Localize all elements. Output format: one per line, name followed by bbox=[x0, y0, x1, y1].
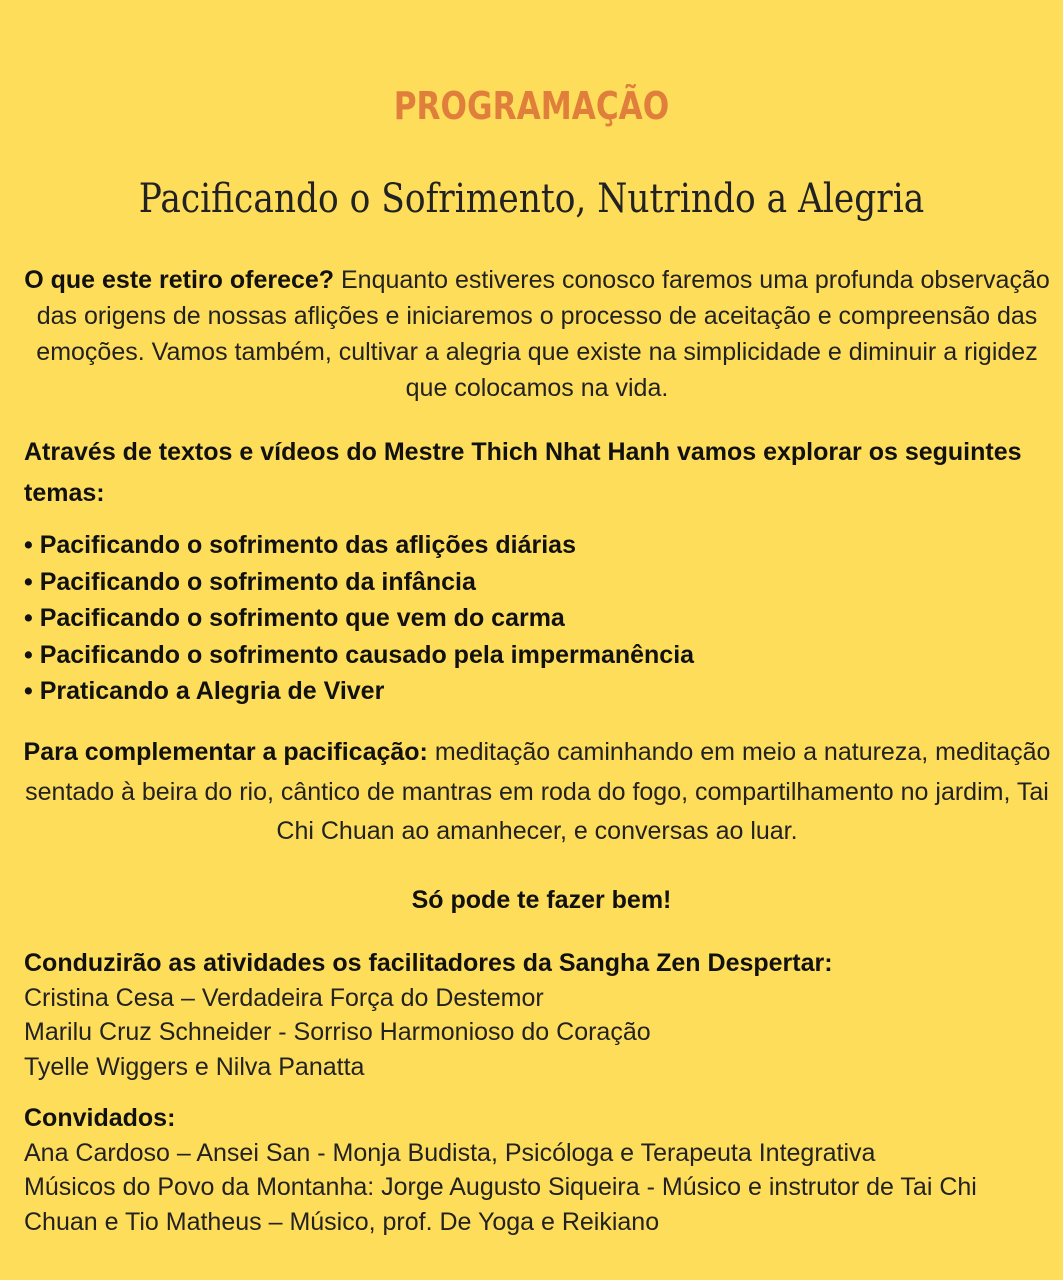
theme-item: • Pacificando o sofrimento das aflições diárias bbox=[24, 527, 694, 564]
facilitators-section bbox=[24, 946, 1044, 1084]
intro-lead: O que este retiro oferece? bbox=[24, 266, 335, 294]
themes-list bbox=[24, 527, 694, 710]
intro-text: Enquanto estiveres conosco faremos uma profunda observação das origens de nossas aflições e iniciaremos o processo de aceitação e compreensão das emoções. Vamos também, cultivar a alegria que existe na simplicidade e diminuir a rigidez que colocamos na vida. bbox=[36, 266, 1050, 402]
guest-item: Ana Cardoso – Ansei San - Monja Budista, Psicóloga e Terapeuta Integrativa bbox=[24, 1138, 876, 1167]
theme-item: • Pacificando o sofrimento da infância bbox=[24, 564, 694, 601]
guests-heading: Convidados: bbox=[24, 1104, 176, 1132]
facilitator-item: Tyelle Wiggers e Nilva Panatta bbox=[24, 1052, 365, 1081]
themes-intro: Através de textos e vídeos do Mestre Thich Nhat Hanh vamos explorar os seguintes temas: bbox=[24, 438, 1022, 507]
section-kicker: PROGRAMAÇÃO bbox=[393, 84, 670, 128]
facilitators-heading: Conduzirão as atividades os facilitadores da Sangha Zen Despertar: bbox=[24, 949, 833, 977]
theme-item: • Pacificando o sofrimento causado pela impermanência bbox=[24, 637, 694, 674]
facilitator-item: Cristina Cesa – Verdadeira Força do Destemor bbox=[24, 983, 544, 1012]
guests-section bbox=[24, 1101, 1044, 1239]
complement-lead: Para complementar a pacificação: bbox=[23, 738, 428, 766]
guest-item: Músicos do Povo da Montanha: Jorge Augusto Siqueira - Músico e instrutor de Tai Chi Chuan e Tio Matheus – Músico, prof. De Yoga e Reikiano bbox=[24, 1173, 977, 1236]
facilitator-item: Marilu Cruz Schneider - Sorriso Harmonioso do Coração bbox=[24, 1018, 651, 1046]
retreat-title: Pacificando o Sofrimento, Nutrindo a Alegria bbox=[138, 176, 925, 222]
theme-item: • Praticando a Alegria de Viver bbox=[24, 673, 694, 710]
complement-text: meditação caminhando em meio a natureza, meditação sentado à beira do rio, cântico de mantras em roda do fogo, compartilhamento no jardim, Tai Chi Chuan ao amanhecer, e conversas ao luar. bbox=[25, 738, 1051, 845]
theme-item: • Pacificando o sofrimento que vem do carma bbox=[24, 600, 694, 637]
complement-paragraph bbox=[22, 733, 1052, 852]
intro-paragraph bbox=[22, 262, 1052, 406]
closing-line: Só pode te fazer bem! bbox=[411, 886, 672, 914]
